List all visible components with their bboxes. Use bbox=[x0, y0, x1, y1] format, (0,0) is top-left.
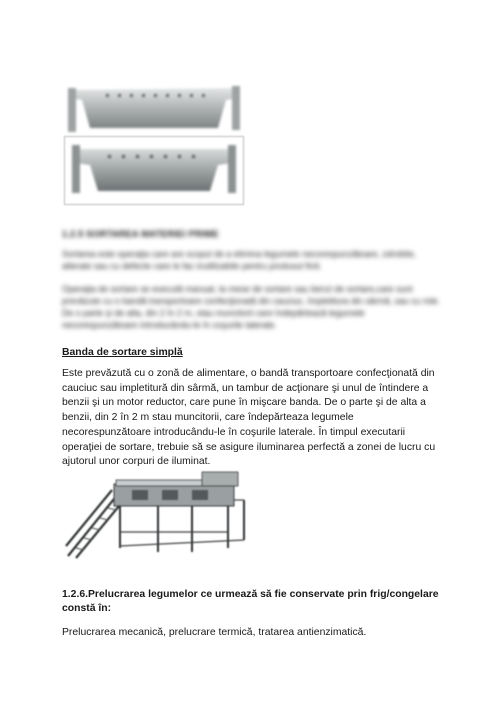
metal-roller-figure-2 bbox=[70, 141, 238, 197]
next-section-heading: 1.2.6.Prelucrarea legumelor ce urmează să fie conservate prin frig/congelare constă în: bbox=[62, 589, 439, 614]
section-heading-blurred: 1.2.5 SORTAREA MATERIEI PRIME bbox=[62, 229, 219, 239]
paragraph-blurred-2: Operaţia de sortare se execută manual, la mese de sortare sau benzi de sortare,care sunt prevăzute cu o bandă transportoare confecţionată din cauciuc, împletitura din sârmă, sau cu role. De o parte şi de alta, din 2 în 2 m, stau muncitorii care îndepărtează legumele necorespunzătoare introducându-le în coşurile laterale. bbox=[62, 284, 440, 330]
paragraph-blurred-1: Sortarea este operaţia care are scopul de a elimina legumele necorespunzătoare, zdrobite, alterate sau cu defecte care le fac inutilizabile pentru produsul finit. bbox=[62, 249, 417, 271]
sorting-belt-machine-figure bbox=[62, 470, 252, 560]
section-heading: Banda de sortare simplă bbox=[62, 347, 183, 358]
section-paragraph: Este prevăzută cu o zonă de alimentare, o bandă transportoare confecţionată din cauciuc sau impletitură din sârmă, un tambur de acţionare şi unul de întindere a benzii şi un motor reductor, care pune în mişcare banda. De o parte şi de alta a benzii, din 2 în 2 m stau muncitorii, care îndepărteaza legumele necorespunzătoare introducându-le în coşurile laterale. În timpul executarii operaţiei de sortare, trebuie să se asigure iluminarea perfectă a zonei de lucru cu ajutorul unor corpuri de iluminat. bbox=[62, 368, 436, 468]
metal-roller-figure bbox=[66, 84, 242, 138]
next-section-paragraph: Prelucrarea mecanică, prelucrare termică, tratarea antienzimatică. bbox=[62, 627, 367, 638]
